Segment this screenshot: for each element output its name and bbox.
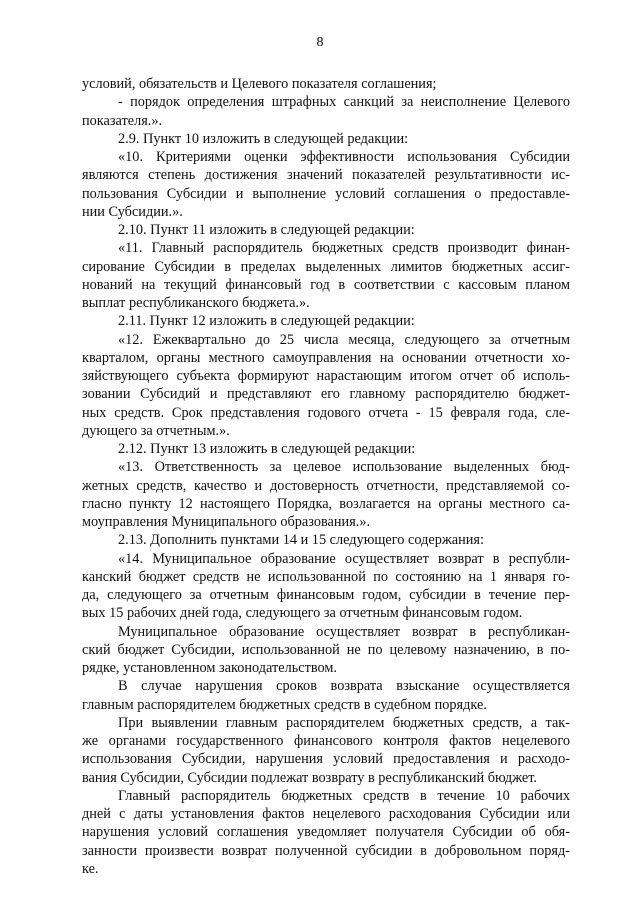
text-line: нии Субсидии.». — [82, 203, 183, 220]
text-line: нований на текущий финансовый год в соответствии с кассовым планом — [82, 276, 570, 293]
text-line: «10. Критериями оценки эффективности использования Субсидии — [118, 149, 570, 165]
text-line: 2.13. Дополнить пунктами 14 и 15 следующего содержания: — [118, 532, 484, 549]
text-line: дующего за отчетным.». — [82, 422, 230, 439]
text-line: вых 15 рабочих дней года, следующего за отчетным финансовым годом. — [82, 605, 523, 622]
text-line: 2.12. Пункт 13 изложить в следующей редакции: — [118, 441, 416, 457]
text-line: дней с даты установления фактов нецелевого расходования Субсидии или — [82, 806, 570, 822]
text-line: ных средств. Срок представления годового отчета - 15 февраля года, сле- — [82, 404, 570, 421]
text-line: использования Субсидии, нарушения условий предоставления и расходо- — [82, 751, 570, 768]
text-line: 2.10. Пункт 11 изложить в следующей редакции: — [118, 222, 415, 238]
text-line: 2.11. Пункт 12 изложить в следующей редакции: — [118, 313, 415, 330]
text-line: являются степень достижения значений показателей результативности ис- — [82, 167, 570, 184]
page-number: 8 — [316, 35, 324, 50]
text-line: Муниципальное образование осуществляет возврат в республикан- — [118, 623, 570, 640]
text-line: жетных средств, качество и достоверность отчетности, представляемой со- — [82, 477, 570, 494]
text-line: да, следующего за отчетным финансовым годом, субсидии в течение пер- — [82, 587, 570, 603]
text-line: главным распорядителем бюджетных средств в судебном порядке. — [82, 696, 487, 713]
text-line: вания Субсидии, Субсидии подлежат возврату в республиканский бюджет. — [82, 769, 537, 786]
text-line: показателя.». — [82, 112, 163, 129]
text-line: «12. Ежеквартально до 25 числа месяца, следующего за отчетным — [118, 331, 570, 348]
text-line: канский бюджет средств не использованной по состоянию на 1 января го- — [82, 568, 570, 585]
text-line: В случае нарушения сроков возврата взыскание осуществляется — [118, 678, 570, 695]
text-line: ский бюджет Субсидии, использованной не по целевому назначению, в по- — [82, 641, 570, 658]
text-line: рядке, установленном законодательством. — [82, 660, 337, 676]
text-line: «13. Ответственность за целевое использование выделенных бюд- — [118, 459, 570, 476]
document-body — [82, 75, 570, 878]
text-line: нарушения условий соглашения уведомляет получателя Субсидии об обя- — [82, 824, 570, 841]
text-line: занности произвести возврат полученной субсидии в добровольном поряд- — [82, 842, 570, 859]
text-line: сирование Субсидии в пределах выделенных лимитов бюджетных ассиг- — [82, 258, 570, 275]
text-line: моуправления Муниципального образования.». — [82, 514, 371, 530]
text-line: «11. Главный распорядитель бюджетных средств производит финан- — [118, 240, 570, 257]
text-line: Главный распорядитель бюджетных средств в течение 10 рабочих — [118, 787, 570, 804]
text-line: зяйствующего субъекта формируют нарастающим итогом отчет об исполь- — [82, 368, 570, 384]
text-line: зовании Субсидий и представляют его главному распорядителю бюджет- — [82, 386, 570, 403]
text-line: кварталом, органы местного самоуправления на основании отчетности хо- — [82, 349, 570, 366]
text-line: ке. — [82, 860, 99, 877]
text-line: «14. Муниципальное образование осуществляет возврат в республи- — [118, 550, 570, 567]
text-line: выплат республиканского бюджета.». — [82, 295, 310, 311]
text-line: 2.9. Пункт 10 изложить в следующей редакции: — [118, 130, 409, 147]
text-line: - порядок определения штрафных санкций за неисполнение Целевого — [118, 94, 570, 111]
text-line: условий, обязательств и Целевого показателя соглашения; — [82, 76, 437, 92]
text-line: При выявлении главным распорядителем бюджетных средств, а так- — [118, 714, 570, 731]
text-line: гласно пункту 12 настоящего Порядка, возлагается на органы местного са- — [82, 495, 570, 512]
text-line: пользования Субсидии и выполнение условий соглашения о предоставле- — [82, 185, 570, 202]
text-line: же органами государственного финансового контроля фактов нецелевого — [82, 733, 570, 749]
